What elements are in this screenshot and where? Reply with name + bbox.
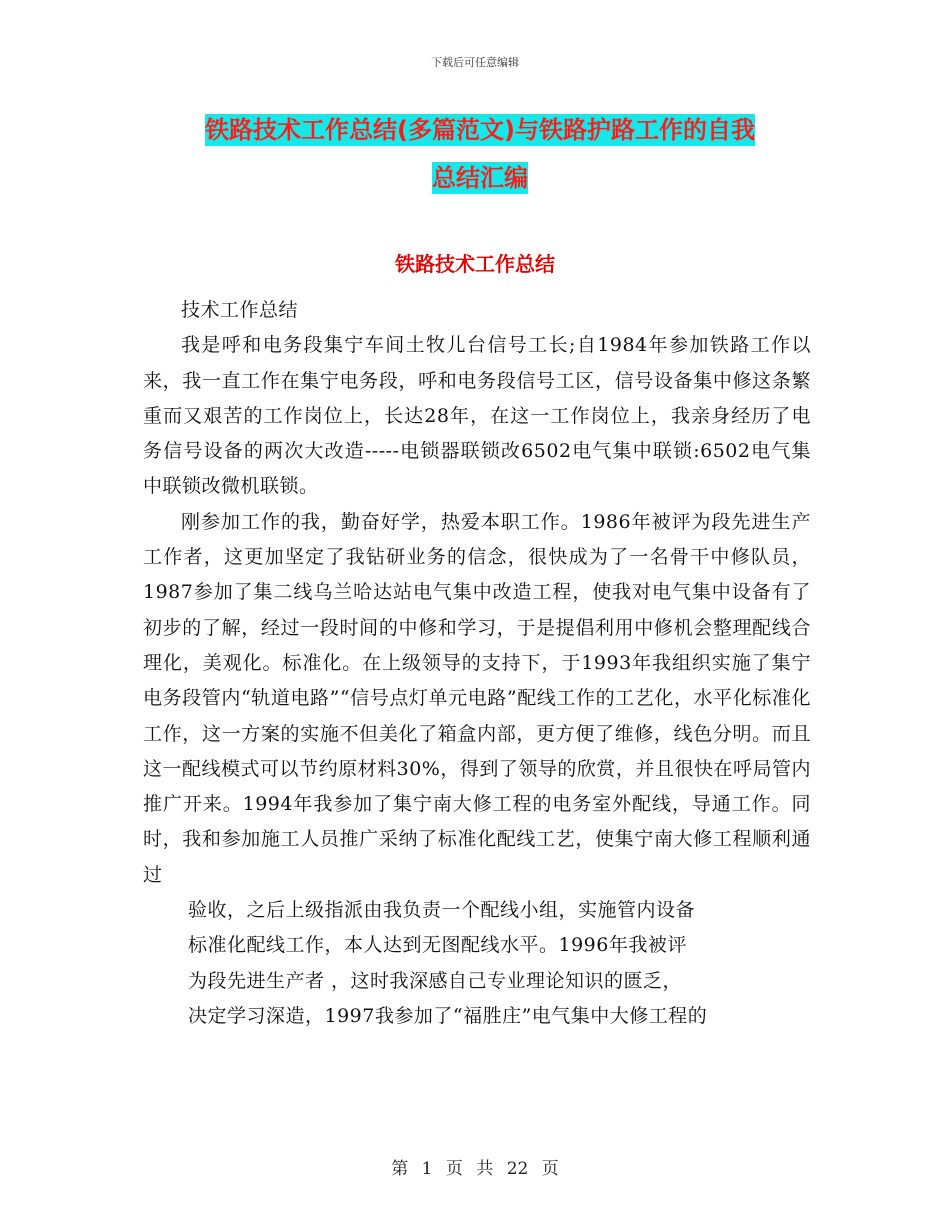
footer-label-unit: 页 <box>445 1159 463 1179</box>
footer-label-unit2: 页 <box>541 1159 559 1179</box>
page-footer <box>0 1154 950 1179</box>
indented-line: 为段先进生产者 ，这时我深感自己专业理论知识的匮乏， <box>188 969 683 992</box>
footer-label-total: 共 <box>476 1159 494 1179</box>
paragraph: 我是呼和电务段集宁车间土牧儿台信号工长;自1984年参加铁路工作以来，我一直工作在集宁电务段，呼和电务段信号工区，信号设备集中修这条繁重而又艰苦的工作岗位上，长达28年，在这一工作岗位上，我亲身经历了电务信号设备的两次大改造-----电锁器联锁改6502电气集中联锁:6502电气集中联锁改微机联锁。 <box>143 334 811 498</box>
indented-line: 验收，之后上级指派由我负责一个配线小组，实施管内设备 <box>188 899 696 922</box>
header-note: 下载后可任意编辑 <box>431 56 519 69</box>
document-body <box>143 293 811 1034</box>
paragraph: 刚参加工作的我，勤奋好学，热爱本职工作。1986年被评为段先进生产工作者，这更加坚定了我钻研业务的信念，很快成为了一名骨干中修队员，1987参加了集二线乌兰哈达站电气集中改造工程，使我对电气集中设备有了初步的了解，经过一段时间的中修和学习，于是提倡利用中修机会整理配线合理化，美观化。标准化。在上级领导的支持下，于1993年我组织实施了集宁电务段管内“轨道电路”“信号点灯单元电路”配线工作的工艺化，水平化标准化工作，这一方案的实施不但美化了箱盒内部，更方便了维修，线色分明。而且这一配线模式可以节约原材料30%，得到了领导的欣赏，并且很快在呼局管内推广开来。1994年我参加了集宁南大修工程的电务室外配线，导通工作。同时，我和参加施工人员推广采纳了标准化配线工艺，使集宁南大修工程顺利通过 <box>143 510 811 886</box>
document-title <box>150 106 810 202</box>
section-title: 铁路技术工作总结 <box>395 252 555 276</box>
indented-line: 决定学习深造，1997我参加了“福胜庄”电气集中大修工程的 <box>188 1004 708 1027</box>
indented-line: 标准化配线工作，本人达到无图配线水平。1996年我被评 <box>188 934 687 957</box>
footer-current-page: 1 <box>421 1159 433 1179</box>
paragraph: 技术工作总结 <box>181 299 299 321</box>
document-title-line1: 铁路技术工作总结(多篇范文)与铁路护路工作的自我 <box>205 116 755 144</box>
document-title-line2: 总结汇编 <box>432 164 528 192</box>
footer-label-page: 第 <box>391 1159 409 1179</box>
footer-total-pages: 22 <box>506 1159 529 1179</box>
